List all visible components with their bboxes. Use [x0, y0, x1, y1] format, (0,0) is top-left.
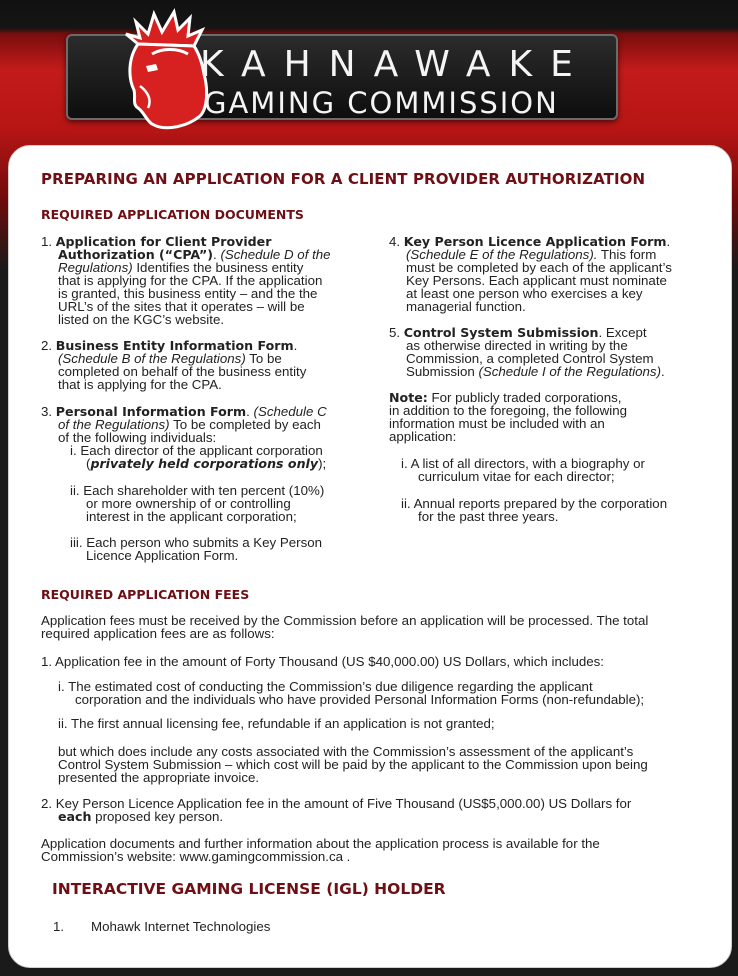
- note-line3: information must be included with an: [389, 416, 605, 431]
- doc-item-5-line4: Submission (Schedule I of the Regulations).: [406, 364, 665, 379]
- fees-closing-2: Commission’s website: www.gamingcommission.ca .: [41, 849, 351, 864]
- fee-but-3: presented the appropriate invoice.: [58, 770, 260, 785]
- note-sub-i-b: curriculum vitae for each director;: [418, 469, 615, 484]
- doc-item-1-line6: URL’s of the sites that it operates – will be: [58, 299, 305, 314]
- fee-1: 1. Application fee in the amount of Forty Thousand (US $40,000.00) US Dollars, which includes:: [41, 654, 604, 669]
- doc-item-1-line7: listed on the KGC’s website.: [58, 312, 225, 327]
- doc-item-3-sub-ii-c: interest in the applicant corporation;: [86, 509, 297, 524]
- doc-item-3-sub-iii-b: Licence Application Form.: [86, 548, 239, 563]
- fee-2-b: each proposed key person.: [58, 809, 224, 824]
- doc-item-3-sub-ii-b: or more ownership of or controlling: [86, 496, 291, 511]
- page-title: PREPARING AN APPLICATION FOR A CLIENT PROVIDER AUTHORIZATION: [41, 170, 646, 188]
- fee-but-1: but which does include any costs associated with the Commission’s assessment of the applicant’s: [58, 744, 634, 759]
- logo-subtitle: GAMING COMMISSION: [204, 86, 559, 120]
- fee-1-sub-i-b: corporation and the individuals who have provided Personal Information Forms (non-refundable);: [75, 692, 645, 707]
- doc-item-4-line6: managerial function.: [406, 299, 526, 314]
- documents-heading: REQUIRED APPLICATION DOCUMENTS: [41, 207, 304, 222]
- doc-item-1-line4: that is applying for the CPA. If the application: [58, 273, 323, 288]
- doc-item-2-line3: completed on behalf of the business entity: [58, 364, 307, 379]
- doc-item-2-line2: (Schedule B of the Regulations) To be: [58, 351, 282, 366]
- fees-intro-1: Application fees must be received by the Commission before an application will be processed. The total: [41, 613, 649, 628]
- doc-item-3-sub-i-b: (privately held corporations only);: [86, 456, 327, 471]
- fees-closing-1: Application documents and further information about the application process is available for the: [41, 836, 600, 851]
- doc-item-3-sub-iii-a: iii. Each person who submits a Key Person: [70, 535, 323, 550]
- fee-but-2: Control System Submission – which cost will be paid by the applicant to the Commission upon being: [58, 757, 648, 772]
- doc-item-1-line3: Regulations) Identifies the business entity: [58, 260, 304, 275]
- doc-item-4-line4: Key Persons. Each applicant must nominate: [406, 273, 667, 288]
- igl-item-num: 1.: [53, 919, 65, 934]
- doc-item-5-line3: Commission, a completed Control System: [406, 351, 654, 366]
- igl-item-name: Mohawk Internet Technologies: [91, 919, 271, 934]
- fee-1-sub-i-a: i. The estimated cost of conducting the Commission’s due diligence regarding the applicant: [58, 679, 593, 694]
- fee-2-a: 2. Key Person Licence Application fee in the amount of Five Thousand (US$5,000.00) US Dollars for: [41, 796, 632, 811]
- fee-1-sub-ii: ii. The first annual licensing fee, refundable if an application is not granted;: [58, 716, 495, 731]
- doc-item-3-sub-ii-a: ii. Each shareholder with ten percent (10%): [70, 483, 325, 498]
- doc-item-5-line1: 5. Control System Submission. Except: [389, 325, 647, 340]
- doc-item-4-line1: 4. Key Person Licence Application Form.: [389, 234, 671, 249]
- doc-item-3-sub-i-a: i. Each director of the applicant corporation: [70, 443, 323, 458]
- doc-item-3-line1: 3. Personal Information Form. (Schedule C: [41, 404, 327, 419]
- doc-item-3-line3: of the following individuals:: [58, 430, 217, 445]
- doc-item-3-line2: of the Regulations) To be completed by each: [58, 417, 321, 432]
- doc-item-4-line5: at least one person who exercises a key: [406, 286, 643, 301]
- doc-item-4-line2: (Schedule E of the Regulations). This form: [406, 247, 657, 262]
- doc-item-1-line5: is granted, this business entity – and the the: [58, 286, 318, 301]
- note-sub-ii-a: ii. Annual reports prepared by the corporation: [401, 496, 668, 511]
- note-sub-ii-b: for the past three years.: [418, 509, 559, 524]
- doc-item-2-line4: that is applying for the CPA.: [58, 377, 222, 392]
- logo-title: KAHNAWAKE: [200, 44, 591, 85]
- doc-item-1-line2: Authorization (“CPA”). (Schedule D of the: [58, 247, 331, 262]
- note-line4: application:: [389, 429, 457, 444]
- doc-item-4-line3: must be completed by each of the applicant’s: [406, 260, 672, 275]
- note-sub-i-a: i. A list of all directors, with a biography or: [401, 456, 645, 471]
- doc-item-2-line1: 2. Business Entity Information Form.: [41, 338, 298, 353]
- fees-intro-2: required application fees are as follows:: [41, 626, 275, 641]
- note-line1: Note: For publicly traded corporations,: [389, 390, 622, 405]
- doc-item-1-line1: 1. Application for Client Provider: [41, 234, 272, 249]
- note-line2: in addition to the foregoing, the following: [389, 403, 628, 418]
- fees-heading: REQUIRED APPLICATION FEES: [41, 587, 250, 602]
- doc-item-5-line2: as otherwise directed in writing by the: [406, 338, 628, 353]
- igl-heading: INTERACTIVE GAMING LICENSE (IGL) HOLDER: [52, 880, 446, 898]
